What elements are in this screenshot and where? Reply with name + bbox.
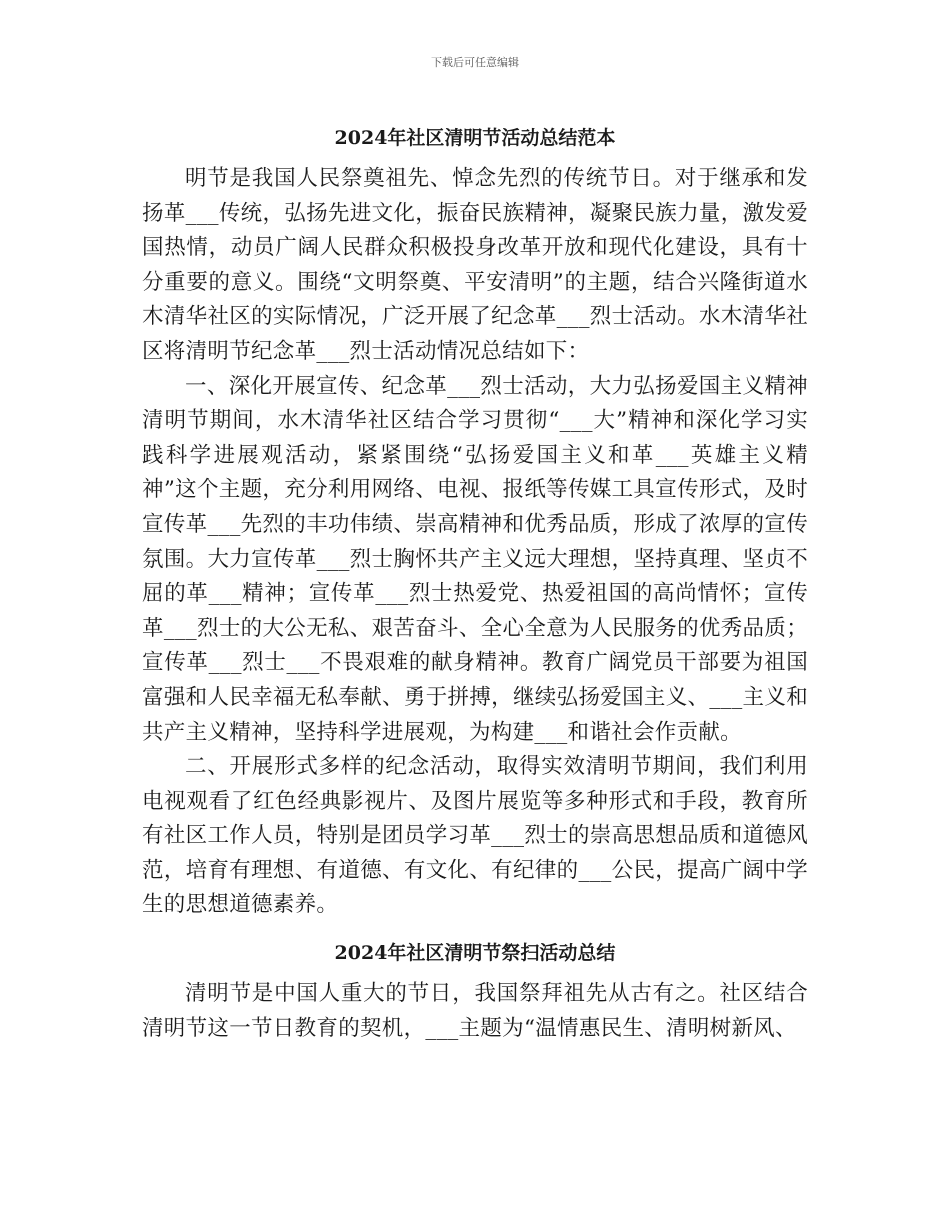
document-title-secondary: 2024年社区清明节祭扫活动总结 — [334, 942, 616, 965]
paragraph-secondary-intro: 清明节是中国人重大的节日，我国祭拜祖先从古有之。社区结合清明节这一节日教育的契机，___主题为“温情惠民生、清明树新风、 — [142, 981, 808, 1041]
document-title-primary: 2024年社区清明节活动总结范本 — [334, 127, 616, 149]
paragraph-section-two: 二、开展形式多样的纪念活动，取得实效清明节期间，我们利用电视观看了红色经典影视片、及图片展览等多种形式和手段，教育所有社区工作人员，特别是团员学习革___烈士的崇高思想品质和道德风范，培育有理想、有道德、有文化、有纪律的___公民，提高广阔中学生的思想道德素养。 — [142, 754, 808, 918]
document-body — [142, 122, 808, 1046]
paragraph-section-one: 一、深化开展宣传、纪念革___烈士活动，大力弘扬爱国主义精神清明节期间，水木清华社区结合学习贯彻“___大”精神和深化学习实践科学进展观活动，紧紧围绕“弘扬爱国主义和革___英雄主义精神”这个主题，充分利用网络、电视、报纸等传媒工具宣传形式，及时宣传革___先烈的丰功伟绩、崇高精神和优秀品质，形成了浓厚的宣传氛围。大力宣传革___烈士胸怀共产主义远大理想，坚持真理、坚贞不屈的革___精神；宣传革___烈士热爱党、热爱祖国的高尚情怀；宣传革___烈士的大公无私、艰苦奋斗、全心全意为人民服务的优秀品质；宣传革___烈士___不畏艰难的献身精神。教育广阔党员干部要为祖国富强和人民幸福无私奉献、勇于拼搏，继续弘扬爱国主义、___主义和共产主义精神，坚持科学进展观，为构建___和谐社会作贡献。 — [142, 373, 808, 745]
paragraph-intro: 明节是我国人民祭奠祖先、悼念先烈的传统节日。对于继承和发扬革___传统，弘扬先进文化，振奋民族精神，凝聚民族力量，激发爱国热情，动员广阔人民群众积极投身改革开放和现代化建设，具有十分重要的意义。围绕“文明祭奠、平安清明”的主题，结合兴隆街道水木清华社区的实际情况，广泛开展了纪念革___烈士活动。水木清华社区将清明节纪念革___烈士活动情况总结如下： — [142, 166, 808, 364]
header-note: 下载后可任意编辑 — [431, 56, 519, 69]
